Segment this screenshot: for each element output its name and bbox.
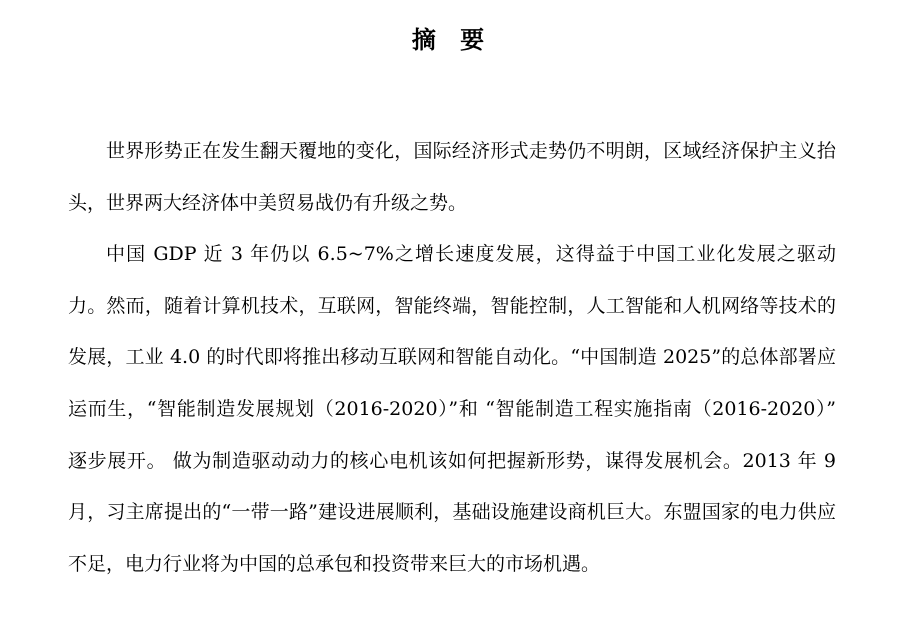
abstract-paragraph-1: 世界形势正在发生翻天覆地的变化，国际经济形式走势仍不明朗，区域经济保护主义抬头，世界两大经济体中美贸易战仍有升级之势。 (68, 140, 836, 214)
abstract-title: 摘 要 (411, 26, 493, 54)
abstract-body (68, 126, 836, 590)
abstract-paragraph-2: 中国 GDP 近 3 年仍以 6.5~7%之增长速度发展，这得益于中国工业化发展之驱动力。然而，随着计算机技术，互联网，智能终端，智能控制，人工智能和人机网络等技术的发展，工业 4.0 的时代即将推出移动互联网和智能自动化。“中国制造 2025”的总体部署应运而生，“智能制造发展规划（2016-2020）”和 “智能制造工程实施指南（2016-2020）” 逐步展开。 做为制造驱动动力的核心电机该如何把握新形势，谋得发展机会。2013 年 9 月，习主席提出的“一带一路”建设进展顺利，基础设施建设商机巨大。东盟国家的电力供应不足，电力行业将为中国的总承包和投资带来巨大的市场机遇。 (68, 243, 836, 575)
